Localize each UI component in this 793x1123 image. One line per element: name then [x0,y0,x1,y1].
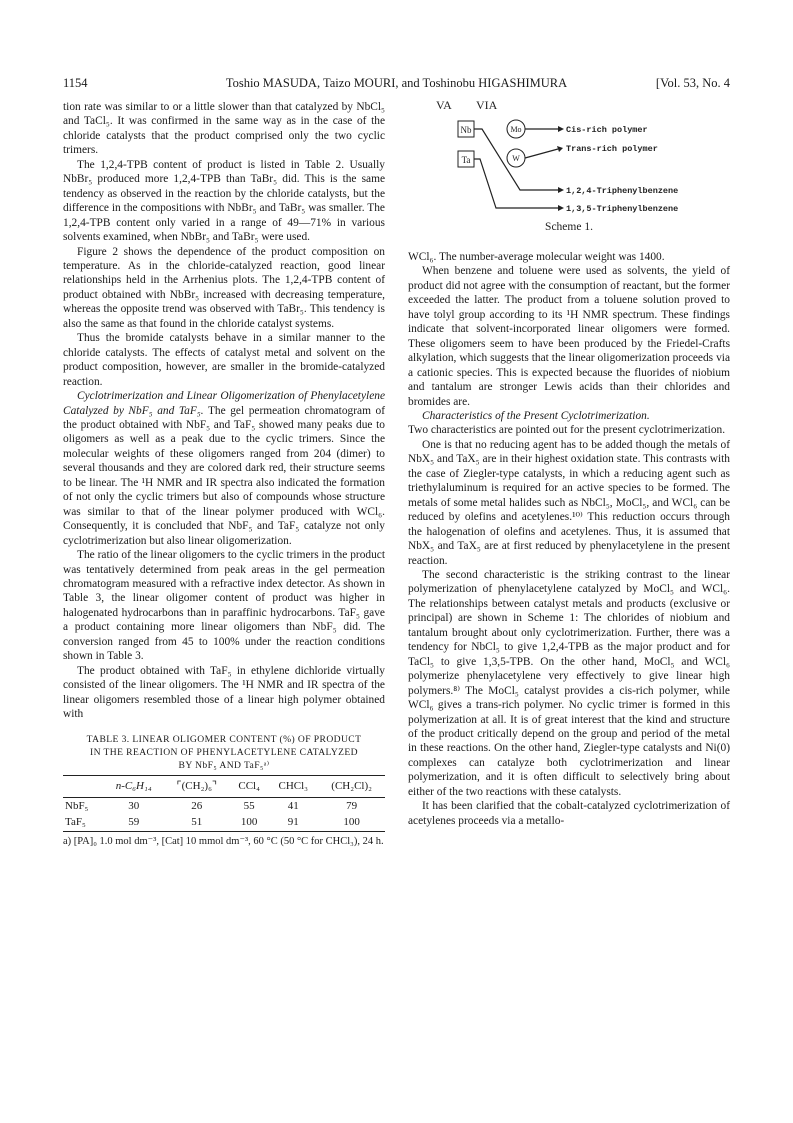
table-cell: 100 [230,814,268,831]
group-va-label: VA [436,100,452,112]
left-column [63,100,385,848]
table-cell: NbF₅ [65,799,89,812]
right-column [408,100,730,828]
table-header-cell: n-C₆H₁₄ [104,776,164,797]
section-heading: Cyclotrimerization and Linear Oligomerization of Phenylacetylene Catalyzed by NbF₅ and TaF₅. [63,390,385,417]
paragraph: The second characteristic is the striking contrast to the linear polymerization of phenylacetylene catalyzed by MoCl₅ and WCl₆. The relationships between catalyst metals and products (exclusive or principal) are shown in Scheme 1: The chlorides of niobium and tantalum brought about only cyclotrimerization. Further, there was a tendency for NbCl₅ to give 1,2,4-TPB as the major product and for TaCl₅ to give 1,3,5-TPB. On the other hand, MoCl₅ and WCl₆ polymerize phenylacetylene very effectively to give linear high polymers.⁸⁾ The MoCl₅ catalyst provides a cis-rich polymer, while WCl₆ gives a trans-rich polymer. No cyclic trimer is formed in this polymerization at all. It is of great interest that the kind and structure of the product critically depend on the group and period of the metal in these reactions. On the other hand, Ziegler-type catalysts and Ni(0) complexes can catalyze both cyclotrimerization and linear polymerization, and it is often difficult to selectively bring about either of the two reactions with these catalysts. [408,568,730,798]
page-number: 1154 [63,76,88,90]
table-cell: 51 [164,814,231,831]
paragraph-body: The gel permeation chromatogram of the product obtained with NbF₅ and TaF₅ showed many peaks due to oligomers as well as a peak due to the cyclic trimers. Since the molecular weights of these oligomers ranged from 204 (dimer) to several thousands and they are colored dark red, their structure seems to be linear. The ¹H NMR and IR spectra also indicated the formation of not only the cyclic trimers but also of compounds whose structure was similar to that of the linear polymer produced with WCl₆. Consequently, it is concluded that NbF₅ and TaF₅ catalyze not only cyclotrimerization but also linear oligomerization. [63,404,385,547]
paragraph: The ratio of the linear oligomers to the cyclic trimers in the product was tentatively determined from peak areas in the gel permeation chromatogram measured with a refractive index detector. As shown in Table 3, the linear oligomer content of product was higher in halogenated hydrocarbons than in paraffinic hydrocarbons. TaF₅ gave a product containing more linear oligomers than NbF₅ did. The conversion ranged from 45 to 100% under the reaction conditions shown in Table 3. [63,549,385,663]
scheme-diagram [408,100,730,250]
table-caption-line: BY NbF₅ AND TaF₅ᵃ⁾ [178,760,270,772]
paragraph: When benzene and toluene were used as solvents, the yield of product did not agree with the consumption of reactant, but the former exceeded the latter. The product from a toluene solution proved to have tolyl group according to its ¹H NMR spectrum. These findings indicate that solvent-incorporated linear oligomers were formed. These oligomers seem to have been produced by the Friedel-Crafts alkylation, which suggests that the linear oligomerization proceeds via a cationic species. This is expected because the fluorides of niobium and tantalum are stronger Lewis acids than their chlorides and bromides are. [408,265,730,408]
table-cell: 30 [128,799,140,812]
tpb135-label: 1,3,5-Triphenylbenzene [566,204,679,214]
running-authors: Toshio MASUDA, Taizo MOURI, and Toshinobu HIGASHIMURA [225,76,568,90]
table-cell: TaF₅ [63,814,104,831]
table-caption [63,733,385,772]
table-cell: 55 [243,799,255,812]
table-footnote: a) [PA]₀ 1.0 mol dm⁻³, [Cat] 10 mmol dm⁻³, 60 °C (50 °C for CHCl₃), 24 h. [63,835,384,847]
table-cell: 26 [191,799,203,812]
table-header-cell: CHCl₃ [268,776,318,797]
table-caption-line: IN THE REACTION OF PHENYLACETYLENE CATALYZED [89,747,359,759]
arrowhead-124 [558,187,564,193]
arrow-trans [525,149,558,158]
ta-label: Ta [461,155,471,165]
table-header-cell: CCl₄ [230,776,268,797]
table-header-cell [63,776,104,797]
scheme-1 [408,100,730,250]
table-header-cell: ⌜(CH₂)₆⌝ [164,776,231,797]
cis-polymer-label: Cis-rich polymer [566,125,648,135]
paragraph: WCl₆. The number-average molecular weight was 1400. [408,251,665,263]
paragraph: Figure 2 shows the dependence of the product composition on temperature. As in the chloride-catalyzed reaction, good linear relationships held in the Arrhenius plots. The 1,2,4-TPB content of product obtained with NbBr₅ increased with decreasing temperature, whereas the opposite trend was observed with TaBr₅. This tendency is also the same as that found in the chloride catalyst systems. [63,245,385,330]
paragraph: It has been clarified that the cobalt-catalyzed cyclotrimerization of acetylenes proceeds via a metallo- [408,800,730,827]
table-3 [63,775,385,831]
scheme-caption: Scheme 1. [545,221,593,233]
tpb124-label: 1,2,4-Triphenylbenzene [566,186,679,196]
table-caption-line: TABLE 3. LINEAR OLIGOMER CONTENT (%) OF PRODUCT [86,734,362,746]
paragraph: One is that no reducing agent has to be added though the metals of NbX₅ and TaX₅ are in their highest oxidation state. This contrasts with the case of Ziegler-type catalysts, in which a reducing agent such as triethylaluminum is required for an active species to be formed. The metals of some metal halides such as NbCl₅, MoCl₅, and WCl₆ can be reduced by olefins and acetylenes.¹⁰⁾ This reduction occurs through the halogenation of olefins and acetylenes. Thus, it is assumed that NbX₅ and TaX₅ are at first reduced by phenylacetylene in the present reaction. [408,438,730,567]
paragraph [63,389,385,548]
paragraph: The product obtained with TaF₅ in ethylene dichloride virtually consisted of the linear oligomers. The ¹H NMR and IR spectra of the linear oligomers resembled those of a linear high polymer obtained with [63,664,385,721]
paragraph: tion rate was similar to or a little slower than that catalyzed by NbCl₅ and TaCl₅. It was confirmed in the same way as in the case of the chloride catalysts that the product comprised only the two cyclic trimers. [63,101,385,157]
table-cell: 79 [346,799,358,812]
table-header-row [63,776,385,797]
section-heading: Characteristics of the Present Cyclotrimerization. [422,409,650,422]
table-row [63,814,385,831]
arrowhead-cis [558,126,564,132]
paragraph: Two characteristics are pointed out for the present cyclotrimerization. [408,424,726,437]
table-row [63,797,385,814]
mo-label: Mo [510,125,522,134]
volume-info: [Vol. 53, No. 4 [655,76,730,90]
w-label: W [512,154,520,163]
paragraph: Thus the bromide catalysts behave in a similar manner to the chloride catalysts. The effects of catalyst metal and solvent on the product composition, however, are smaller in the bromide-catalyzed reaction. [63,332,385,388]
group-via-label: VIA [476,100,498,112]
table-cell: 100 [318,814,385,831]
trans-polymer-label: Trans-rich polymer [566,144,658,154]
nb-label: Nb [460,125,472,135]
running-header [63,76,730,92]
table-cell: 91 [268,814,318,831]
table-cell: 59 [104,814,164,831]
arrowhead-135 [558,205,564,211]
table-cell: 41 [287,799,299,812]
paragraph: The 1,2,4-TPB content of product is listed in Table 2. Usually NbBr₅ produced more 1,2,4-TPB than TaBr₅ did. This is the same tendency as observed in the reaction by the chloride catalysts, but the difference in the compositions with NbBr₅ and TaBr₅ was smaller. The 1,2,4-TPB content only varied in a range of 49—71% in various solvents examined, when NbBr₅ and TaBr₅ were used. [63,158,385,244]
table-header-cell: (CH₂Cl)₂ [318,776,385,797]
